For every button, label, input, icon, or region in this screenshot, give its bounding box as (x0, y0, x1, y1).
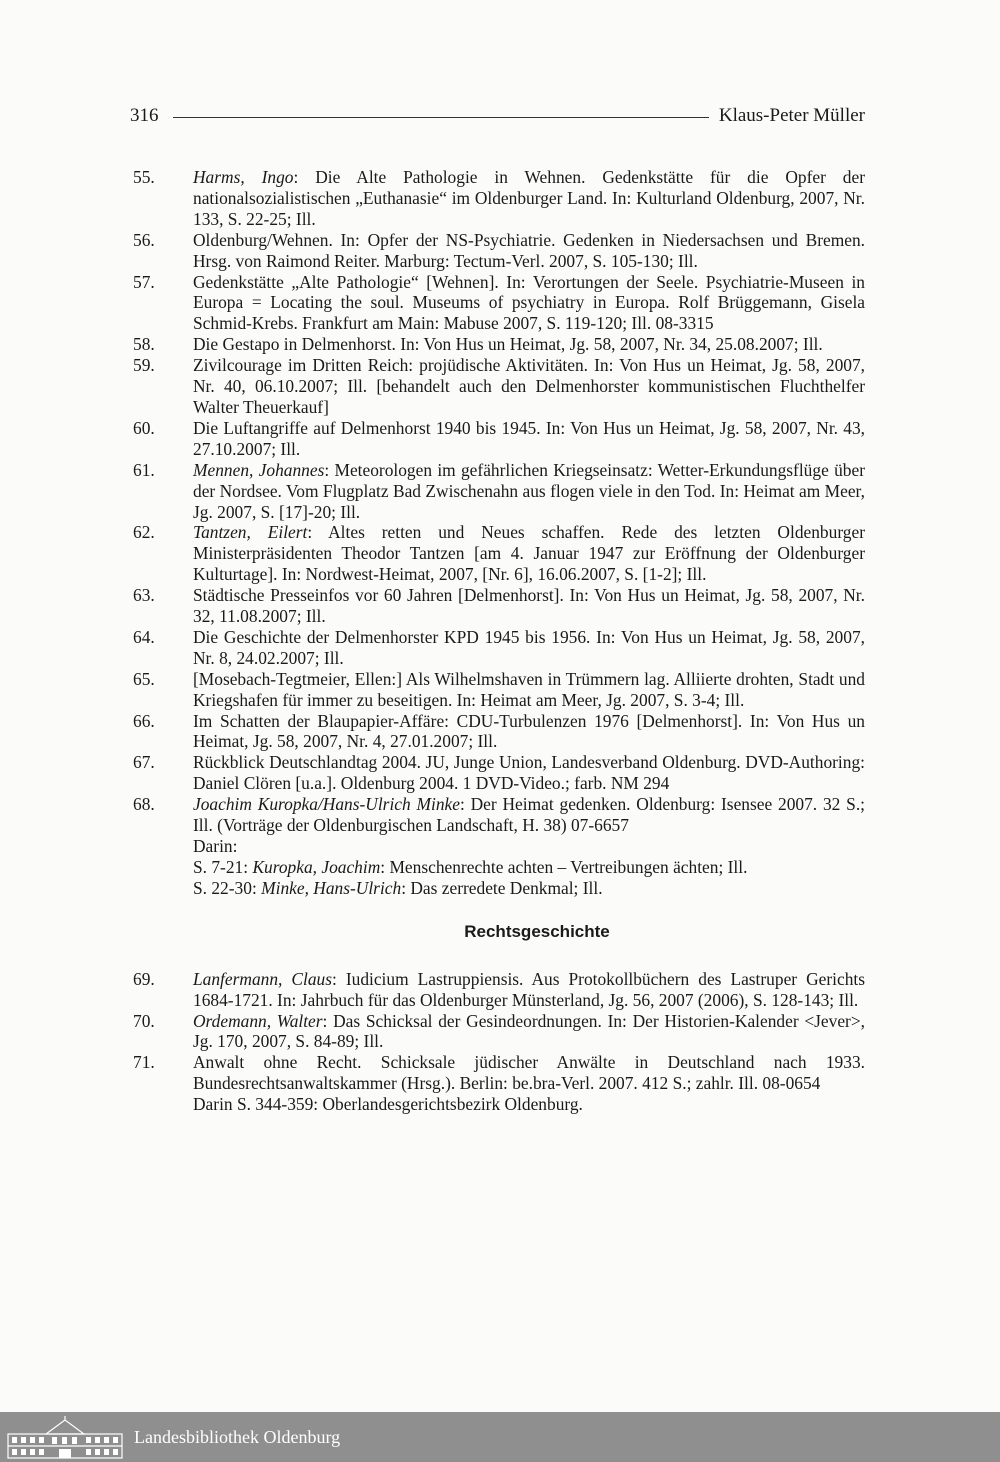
page-number: 316 (130, 105, 159, 126)
entry-text: Die Geschichte der Delmenhorster KPD 1945 bis 1956. In: Von Hus un Heimat, Jg. 58, 2007, Nr. 8, 24.02.2007; Ill. (193, 626, 865, 668)
entry-number: 56. (133, 229, 155, 250)
entry-text: : Das Schicksal der Gesindeordnungen. In: Der Historien-Kalender <Jever>, Jg. 170, 2007, S. 84-89; Ill. (193, 1010, 866, 1052)
entry-author: Mennen, Johannes (193, 459, 325, 480)
entry-63 (133, 585, 865, 627)
page-header (130, 102, 865, 130)
entry-number: 69. (133, 968, 155, 989)
library-building-icon (6, 1414, 124, 1460)
entry-text: Rückblick Deutschlandtag 2004. JU, Junge Union, Landesverband Oldenburg. DVD-Authoring: Daniel Clören [u.a.]. Oldenburg 2004. 1 DVD-Video.; farb. NM 294 (193, 752, 865, 794)
entry-56 (133, 230, 865, 272)
entry-66 (133, 711, 865, 753)
subitem-pages: S. 7-21: (193, 856, 253, 877)
entry-number: 68. (133, 794, 155, 815)
subitem-pages: S. 22-30: (193, 877, 262, 898)
entry-author: Tantzen, Eilert (193, 522, 308, 543)
entry-author: Lanfermann, Claus (193, 968, 332, 989)
header-rule (173, 117, 709, 118)
entry-number: 59. (133, 355, 155, 376)
entry-author: Ordemann, Walter (193, 1010, 323, 1031)
entry-darin: Darin S. 344-359: Oberlandesgerichtsbezirk Oldenburg. (193, 1094, 583, 1115)
entry-70 (133, 1011, 865, 1053)
entry-55 (133, 167, 865, 230)
entry-61 (133, 460, 865, 523)
entry-number: 63. (133, 585, 155, 606)
entry-number: 67. (133, 752, 155, 773)
entry-text: Gedenkstätte „Alte Pathologie“ [Wehnen]. In: Verortungen der Seele. Psychiatrie-Museen in Europa = Locating the soul. Museums of psychiatry in Europa. Rolf Brüggemann, Gisela Schmid-Krebs. Frankfurt am Main: Mabuse 2007, S. 119-120; Ill. 08-3315 (193, 271, 865, 334)
entry-number: 61. (133, 459, 155, 480)
subitem-text: : Das zerredete Denkmal; Ill. (401, 877, 603, 898)
footer-bar (0, 1412, 1000, 1462)
entry-text: Im Schatten der Blaupapier-Affäre: CDU-Turbulenzen 1976 [Delmenhorst]. In: Von Hus un Heimat, Jg. 58, 2007, Nr. 4, 27.01.2007; Ill. (193, 710, 865, 752)
entry-number: 65. (133, 668, 155, 689)
entry-text: : Iudicium Lastruppiensis. Aus Protokollbüchern des Lastruper Gerichts 1684-1721. In: Jahrbuch für das Oldenburger Münsterland, Jg. 56, 2007 (2006), S. 128-143; Ill. (193, 968, 866, 1010)
entry-text: Die Luftangriffe auf Delmenhorst 1940 bis 1945. In: Von Hus un Heimat, Jg. 58, 2007, Nr. 43, 27.10.2007; Ill. (193, 417, 865, 459)
subitem-text: : Menschenrechte achten – Vertreibungen ächten; Ill. (380, 856, 748, 877)
entry-text: Städtische Presseinfos vor 60 Jahren [Delmenhorst]. In: Von Hus un Heimat, Jg. 58, 2007, Nr. 32, 11.08.2007; Ill. (193, 585, 865, 627)
entry-59 (133, 355, 865, 418)
entry-number: 57. (133, 271, 155, 292)
entry-text: : Meteorologen im gefährlichen Kriegseinsatz: Wetter-Erkundungsflüge über der Nordsee. Vom Flugplatz Bad Zwischenahn aus flogen viele in den Tod. In: Heimat am Meer, Jg. 2007, S. [17]-20; Ill. (193, 459, 865, 522)
entry-number: 62. (133, 522, 155, 543)
library-name: Landesbibliothek Oldenburg (134, 1426, 341, 1447)
entry-60 (133, 418, 865, 460)
entry-number: 71. (133, 1052, 155, 1073)
entry-author: Joachim Kuropka/Hans-Ulrich Minke (193, 794, 460, 815)
subitem-author: Minke, Hans-Ulrich (261, 877, 402, 898)
entry-number: 66. (133, 710, 155, 731)
entry-text: : Der Heimat gedenken. Oldenburg: Isensee 2007. 32 S.; Ill. (Vorträge der Oldenburgischen Landschaft, H. 38) 07-6657 (193, 794, 865, 836)
entry-number: 64. (133, 626, 155, 647)
entry-text: Zivilcourage im Dritten Reich: projüdische Aktivitäten. In: Von Hus un Heimat, Jg. 58, 2007, Nr. 40, 06.10.2007; Ill. [behandelt auch den Delmenhorster kommunistischen Fluchthelfer Walter Theuerkauf] (193, 355, 865, 417)
entry-69 (133, 969, 865, 1011)
entry-number: 55. (133, 167, 155, 187)
entry-text: : Altes retten und Neues schaffen. Rede des letzten Oldenburger Ministerpräsidenten Theodor Tantzen [am 4. Januar 1947 zur Eröffnung der Oldenburger Kulturtage]. In: Nordwest-Heimat, 2007, [Nr. 6], 16.06.2007, S. [1-2]; Ill. (193, 522, 865, 585)
entry-64 (133, 627, 865, 669)
entry-number: 70. (133, 1010, 155, 1031)
entry-71 (133, 1052, 865, 1115)
entry-text: Oldenburg/Wehnen. In: Opfer der NS-Psychiatrie. Gedenken in Niedersachsen und Bremen. Hrsg. von Raimond Reiter. Marburg: Tectum-Verl. 2007, S. 105-130; Ill. (193, 229, 865, 271)
entry-57 (133, 272, 865, 335)
entry-67 (133, 752, 865, 794)
entry-number: 60. (133, 417, 155, 438)
running-head-author: Klaus-Peter Müller (718, 105, 865, 126)
entry-text: Anwalt ohne Recht. Schicksale jüdischer Anwälte in Deutschland nach 1933. Bundesrechtsanwaltskammer (Hrsg.). Berlin: be.bra-Verl. 2007. 412 S.; zahlr. Ill. 08-0654 (193, 1052, 865, 1094)
entry-subitem (193, 878, 865, 899)
subitem-author: Kuropka, Joachim (252, 856, 381, 877)
entry-62 (133, 522, 865, 585)
section-heading: Rechtsgeschichte (464, 921, 610, 941)
entry-text: Die Gestapo in Delmenhorst. In: Von Hus un Heimat, Jg. 58, 2007, Nr. 34, 25.08.2007; Ill. (193, 334, 823, 355)
bibliography (133, 167, 865, 1115)
entry-58 (133, 334, 865, 355)
entry-subitem (193, 857, 865, 878)
entry-65 (133, 669, 865, 711)
entry-68 (133, 794, 865, 899)
entry-text: [Mosebach-Tegtmeier, Ellen:] Als Wilhelmshaven in Trümmern lag. Alliierte drohten, Stadt und Kriegshafen für immer zu beseitigen. In: Heimat am Meer, Jg. 2007, S. 3-4; Ill. (193, 668, 865, 710)
entry-darin: Darin: (193, 836, 238, 856)
entry-text: : Die Alte Pathologie in Wehnen. Gedenkstätte für die Opfer der nationalsozialistischen „Euthanasie“ im Oldenburger Land. In: Kulturland Oldenburg, 2007, Nr. 133, S. 22-25; Ill. (193, 167, 865, 229)
entry-author: Harms, Ingo (193, 167, 294, 187)
entry-number: 58. (133, 334, 155, 355)
